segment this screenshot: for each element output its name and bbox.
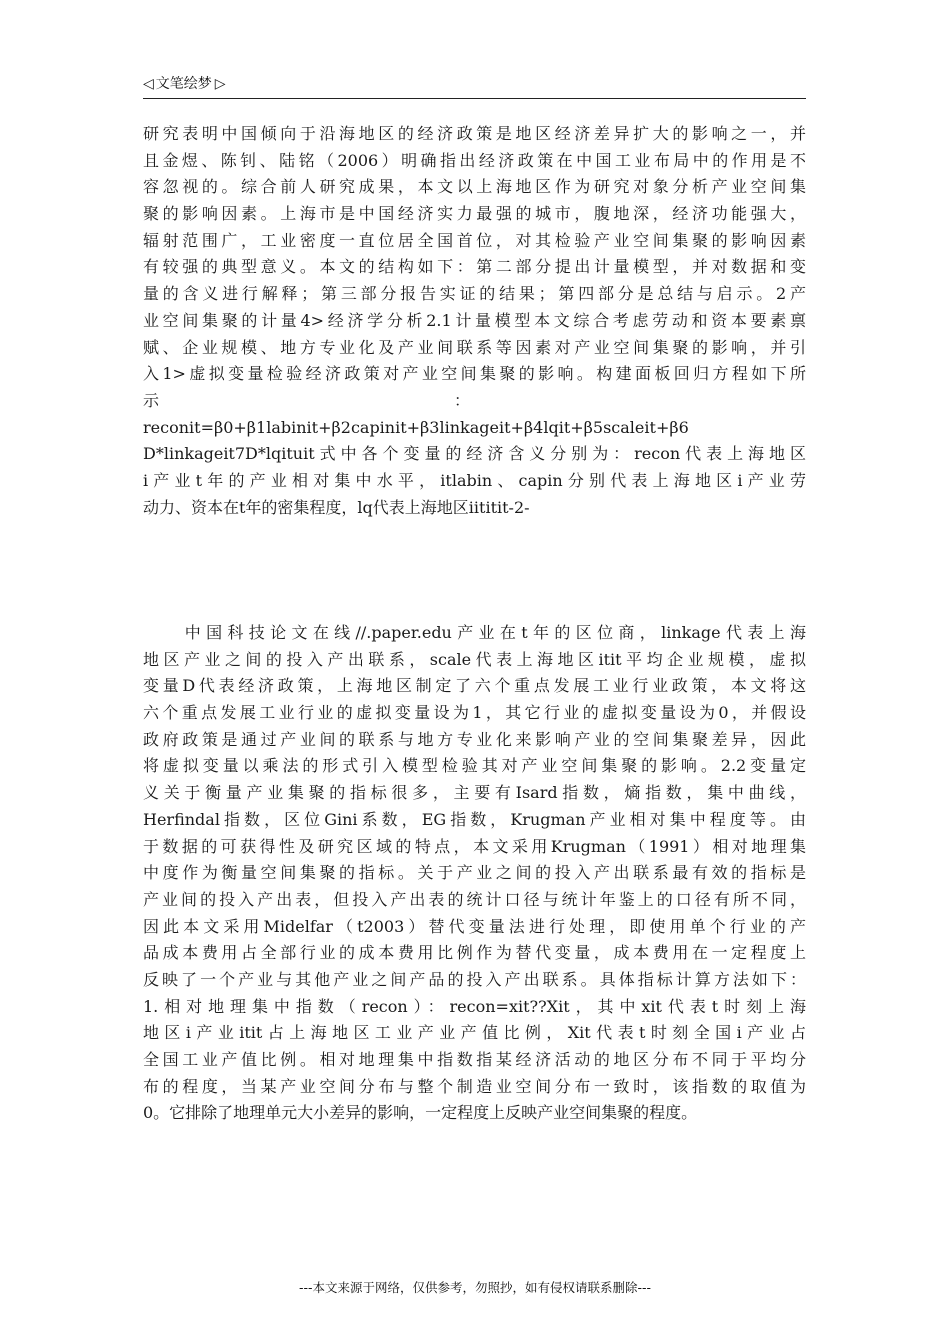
text-line: 业空间集聚的计量4>经济学分析2.1计量模型本文综合考虑劳动和资本要素禀 (143, 310, 806, 330)
text-line: 将虚拟变量以乘法的形式引入模型检验其对产业空间集聚的影响。2.2变量定 (143, 756, 806, 776)
text-line: 辐射范围广，工业密度一直位居全国首位，对其检验产业空间集聚的影响因素 (143, 230, 806, 250)
text-line: 布的程度，当某产业空间分布与整个制造业空间分布一致时，该指数的取值为 (143, 1076, 806, 1096)
text-line: 变量D代表经济政策，上海地区制定了六个重点发展工业行业政策，本文将这 (143, 676, 806, 696)
text-line: 0。它排除了地理单元大小差异的影响，一定程度上反映产业空间集聚的程度。 (143, 1103, 698, 1123)
header-brand: 文笔绘梦 (155, 76, 212, 92)
text-line: 入1>虚拟变量检验经济政策对产业空间集聚的影响。构建面板回归方程如下所 (143, 364, 806, 384)
text-line: 有较强的典型意义。本文的结构如下：第二部分提出计量模型，并对数据和变 (143, 257, 806, 277)
text-line: 反映了一个产业与其他产业之间产品的投入产出联系。具体指标计算方法如下： (143, 969, 806, 989)
text-line: 量的含义进行解释；第三部分报告实证的结果；第四部分是总结与启示。2产 (143, 284, 806, 304)
text-line: 容忽视的。综合前人研究成果，本文以上海地区作为研究对象分析产业空间集 (143, 177, 806, 197)
text-line: 地区i产业itit占上海地区工业产业产值比例，Xit代表t时刻全国i产业占 (143, 1023, 806, 1043)
text-line: 地区产业之间的投入产出联系，scale代表上海地区itit平均企业规模，虚拟 (143, 649, 806, 669)
text-line: 研究表明中国倾向于沿海地区的经济政策是地区经济差异扩大的影响之一，并 (143, 124, 806, 143)
text-line: D*linkageit7D*lqituit式中各个变量的经济含义分别为：recon代表上海地区 (143, 444, 806, 464)
left-triangle-icon: ◁ (143, 76, 154, 92)
page-header (143, 72, 806, 99)
text-line: reconit=β0+β1labinit+β2capinit+β3linkageit+β4lqit+β5scaleit+β6 (143, 417, 689, 437)
page-footer-disclaimer: ---本文来源于网络，仅供参考，勿照抄，如有侵权请联系删除--- (298, 1280, 652, 1295)
text-line: 于数据的可获得性及研究区域的特点，本文采用Krugman（1991）相对地理集 (143, 836, 806, 856)
text-line: 品成本费用占全部行业的成本费用比例作为替代变量，成本费用在一定程度上 (143, 943, 806, 963)
text-line: 全国工业产值比例。相对地理集中指数指某经济活动的地区分布不同于平均分 (143, 1050, 806, 1069)
right-triangle-icon: ▷ (214, 76, 226, 92)
text-line: 赋、企业规模、地方专业化及产业间联系等因素对产业空间集聚的影响，并引 (143, 337, 806, 357)
text-line: 义关于衡量产业集聚的指标很多，主要有Isard指数，熵指数，集中曲线， (143, 783, 806, 803)
text-line: 且金煜、陈钊、陆铭（2006）明确指出经济政策在中国工业布局中的作用是不 (143, 150, 806, 170)
text-line: 产业间的投入产出表，但投入产出表的统计口径与统计年鉴上的口径有所不同， (143, 889, 806, 909)
text-line: Herfindal指数，区位Gini系数，EG指数，Krugman产业相对集中程度等。由 (143, 809, 806, 829)
text-line: i产业t年的产业相对集中水平，itlabin、capin分别代表上海地区i产业劳 (143, 470, 806, 490)
text-line: 中国科技论文在线//.paper.edu产业在t年的区位商，linkage代表上海 (143, 623, 806, 642)
body-paragraph-1 (143, 121, 806, 521)
text-line: 1.相对地理集中指数（recon）：recon=xit??Xit，其中xit代表t时刻上海 (143, 996, 806, 1016)
text-line: 中度作为衡量空间集聚的指标。关于产业之间的投入产出联系最有效的指标是 (143, 863, 806, 883)
text-line: 示 ： (143, 390, 470, 410)
text-line: 聚的影响因素。上海市是中国经济实力最强的城市，腹地深，经济功能强大， (143, 204, 806, 224)
text-line: 因此本文采用Midelfar（t2003）替代变量法进行处理，即使用单个行业的产 (143, 916, 806, 936)
text-line: 动力、资本在t年的密集程度，lq代表上海地区iititit-2- (143, 497, 530, 517)
text-line: 六个重点发展工业行业的虚拟变量设为1，其它行业的虚拟变量设为0，并假设 (143, 703, 806, 723)
text-line: 政府政策是通过产业间的联系与地方专业化来影响产业的空间集聚差异，因此 (143, 729, 806, 749)
body-paragraph-2 (143, 620, 806, 1127)
